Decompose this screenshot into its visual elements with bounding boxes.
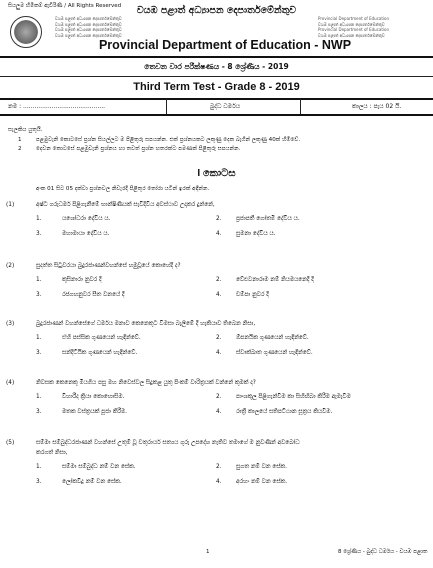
answer-option[interactable]: සන්දිට්ඨික ගුණයෙන් හැඳින්වේ.	[62, 350, 138, 356]
answer-option[interactable]: කුසිනාරා නුවර දී	[62, 277, 102, 283]
watermark-left: වයඹ පළාත් අධ්‍යාපන දෙපාර්තමේන්තුව වයඹ පළාත් අධ්‍යාපන දෙපාර්තමේන්තුව වයඹ පළාත් අධ්‍යාපන දෙපාර්තමේන්තුව වයඹ පළාත් අධ්‍යාපන දෙපාර්තමේන්තුව	[55, 16, 122, 38]
option-number: 4.	[216, 479, 222, 485]
option-number: 3.	[36, 409, 42, 415]
rights-notice: සියලුම හිමිකම් ඇවිරිණි / All Rights Reserved	[8, 3, 122, 9]
answer-option[interactable]: පාංශකූල පිළිගැන්වීම කා සිහිඟිබා කිරීම ඇමැවීම	[236, 394, 351, 400]
section-title: I කොටස	[197, 168, 236, 179]
instructions-heading: සැලකිය යුතුයි.	[8, 127, 43, 133]
question-number: (2)	[6, 263, 15, 269]
exam-title-sinhala: තෙවන වාර පරීක්ෂණය - 8 ශ්‍රේණිය - 2019	[144, 62, 289, 71]
question-text: සුදත්ත සිටුවරයා බුදුරජාණන්වහන්සේ හමුවූයේ කොහේදී ද?	[36, 263, 181, 269]
namebar-bottom-border	[0, 114, 433, 116]
option-number: 1.	[36, 277, 42, 283]
option-number: 2.	[216, 335, 222, 341]
answer-option[interactable]: මතක වස්ත්‍රයක් පූජා කිරීම.	[62, 409, 128, 415]
option-number: 3.	[36, 231, 42, 237]
answer-option[interactable]: සුගත නම් වන සේක.	[236, 464, 287, 470]
question-text: අෂ්ට ගරුධර්ම පිළිගැනීමේ භාන්ෂිණියක් සැවිදිවිය අවස්ථාව උදාකර දුන්නේ,	[36, 202, 215, 208]
option-number: 1.	[36, 464, 42, 470]
header-divider	[0, 56, 433, 58]
answer-option[interactable]: සුමනා දේවිය ය.	[236, 231, 276, 237]
option-number: 2.	[216, 277, 222, 283]
page-number: 1	[206, 549, 210, 555]
instruction-number: 2	[18, 146, 22, 152]
question-text: සම්මා සම්බුද්ධරජාණන් වහන්සේ උතුම් වූ චතුරාර්ය සත්‍යය ගුරු උපදේශ නැතිව තමාගේ ම නුවණින් අවබෝධ	[36, 440, 300, 446]
answer-option[interactable]: ප්‍රජාපතී ගෝතමී දේවිය ය.	[236, 216, 300, 222]
instruction-text: දෙවන කොටසේ පළමුවැනි ප්‍රශ්නය හා තවත් ප්‍රශ්න හතරක්ට පමණක් පිළිතුරු සපයන්න.	[36, 146, 241, 152]
question-text: කරගත් නිසා,	[36, 450, 68, 456]
option-number: 2.	[216, 394, 222, 400]
question-number: (1)	[6, 202, 15, 208]
subject-label: බුද්ධ ධර්මය	[210, 103, 241, 110]
namebar-separator	[166, 98, 167, 114]
department-title-sinhala: වයඹ පළාත් අධ්‍යාපන දෙපාර්තමේන්තුව	[136, 5, 297, 16]
exam-title-english: Third Term Test - Grade 8 - 2019	[133, 81, 300, 93]
answer-option[interactable]: සම්මා සම්බුද්ධ නම් වන සේක.	[62, 464, 136, 470]
emblem-icon	[10, 16, 42, 48]
option-number: 1.	[36, 335, 42, 341]
answer-option[interactable]: විහාරීද ක්‍රියා කොහොසිම.	[62, 394, 125, 400]
option-number: 1.	[36, 394, 42, 400]
watermark-right: Provincial Department of Education වයඹ පළාත් අධ්‍යාපන දෙපාර්තමේන්තුව Provincial Department of Education වයඹ පළාත් අධ්‍යාපන දෙපාර්තමේන්තුව	[318, 16, 390, 38]
answer-option[interactable]: ලෝකවිදූ නම් වන සේක.	[62, 479, 122, 485]
answer-option[interactable]: යශෝධරා දේවිය ය.	[62, 216, 111, 222]
department-title-english: Provincial Department of Education - NWP	[95, 38, 355, 52]
answer-option[interactable]: වේළුවනාරාම නම් නියමයනෙදී දී	[236, 277, 314, 283]
option-number: 4.	[216, 231, 222, 237]
option-number: 4.	[216, 292, 222, 298]
instruction-text: පළමුවැනි කොටසේ ප්‍රශ්න සියල්ලට ම පිළිතුරු සපයන්න. එක් ප්‍රශ්නයකට ලකුණු දෙක බැගින් ලකුණු 40ක් හිමිවේ.	[36, 137, 301, 143]
name-field-label: නම : ...........................................	[8, 103, 106, 110]
option-number: 3.	[36, 350, 42, 356]
question-number: (5)	[6, 440, 15, 446]
answer-option[interactable]: රාත්‍රී කාලයේ සතිපට්ඨාන සූත්‍රය කියවීම.	[236, 409, 333, 415]
option-number: 4.	[216, 409, 222, 415]
option-number: 2.	[216, 464, 222, 470]
divider	[0, 76, 433, 77]
question-text: බුදුරජාණන් වහන්සේගේ ධර්මය මනාව කෙනෙකුට විමසා බැලීමේ දී හැකියාව තිබෙන නිසා,	[36, 321, 256, 327]
answer-option[interactable]: ඕපනයික ගුණයෙන් හැඳින්වේ.	[236, 335, 309, 341]
option-number: 4.	[216, 350, 222, 356]
namebar	[0, 100, 433, 114]
answer-option[interactable]: රජගහනුවර සීත වනයේ දී	[62, 292, 125, 298]
namebar-separator	[300, 98, 301, 114]
answer-option[interactable]: චම්පා නුවර දී	[236, 292, 269, 298]
option-number: 2.	[216, 216, 222, 222]
section-intro: අංක 01 සිට 05 දක්වා ප්‍රශ්නවල නිවැරදි පිළිතුර තෝරා යටින් ඉරක් අඳින්න.	[36, 186, 210, 192]
time-label: කාලය : පැය 02 යි.	[352, 103, 402, 110]
option-number: 3.	[36, 292, 42, 298]
question-number: (4)	[6, 380, 15, 386]
answer-option[interactable]: ස්වාක්ඛාත ගුණයෙන් හැඳින්වේ.	[236, 350, 313, 356]
question-text: නිවසක කෙනෙකු මියගිය පසු මහ නිවෙස්වල සිදුකළ යුතු පිංකම් වාරිත්‍රයක් වන්නේ කුමක් ද?	[36, 380, 256, 386]
answer-option[interactable]: ඒහි පස්සික ගුණයෙන් හැඳින්වේ.	[62, 335, 141, 341]
answer-option[interactable]: අරහං නම් වන සේක.	[236, 479, 288, 485]
option-number: 1.	[36, 216, 42, 222]
footer-label: 8 ශ්‍රේණිය - බුද්ධ ධර්මය - වයඹ පළාත	[338, 549, 428, 555]
option-number: 3.	[36, 479, 42, 485]
question-number: (3)	[6, 321, 15, 327]
instruction-number: 1	[18, 137, 22, 143]
answer-option[interactable]: මහාමායා දේවිය ය.	[62, 231, 110, 237]
